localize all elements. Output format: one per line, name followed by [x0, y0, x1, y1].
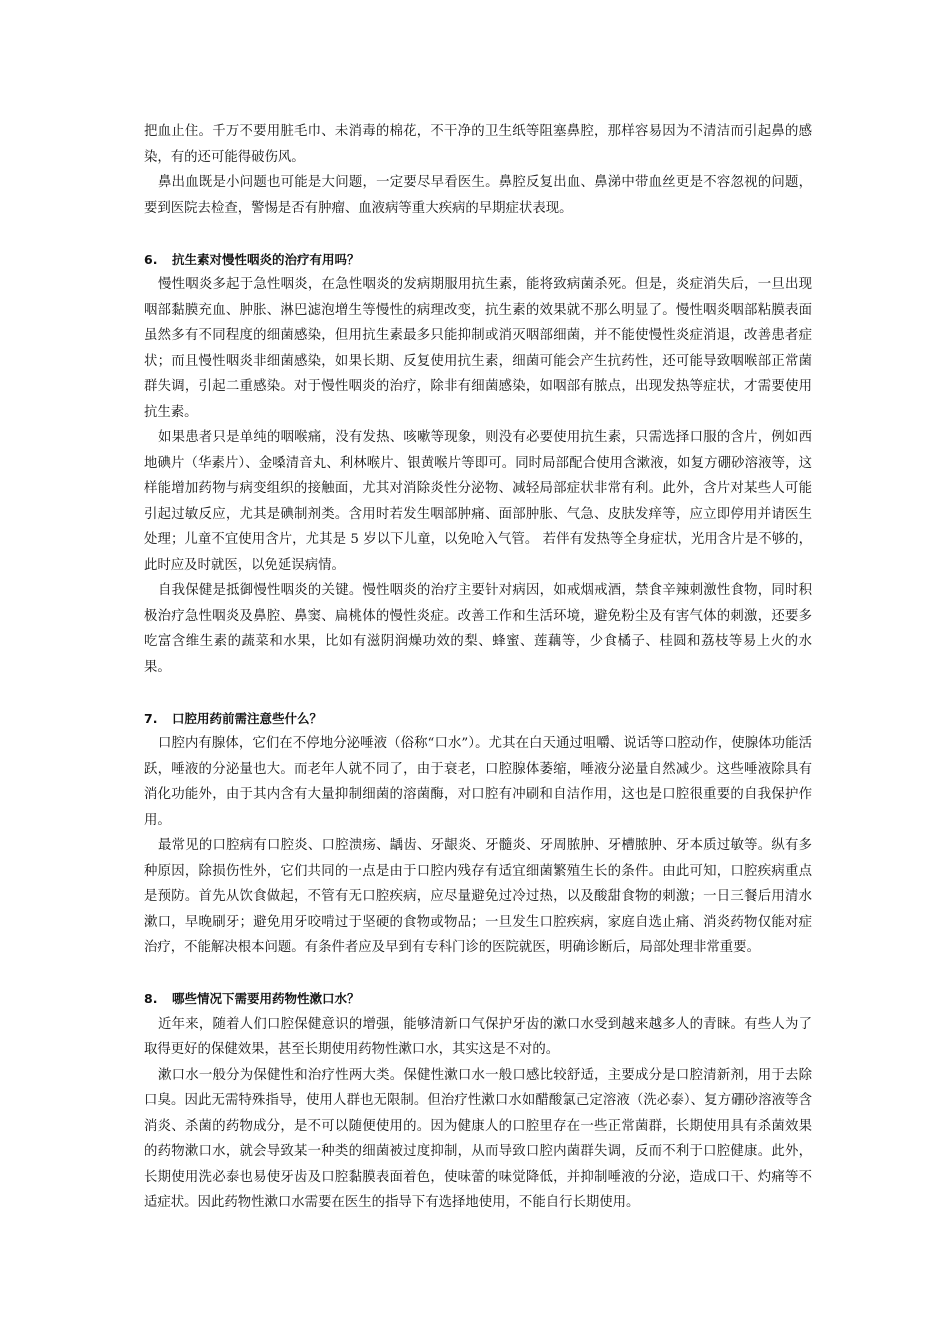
section-heading [144, 986, 812, 1012]
section-heading [144, 247, 812, 273]
section-title: 哪些情况下需要用药物性漱口水？ [172, 991, 360, 1006]
section-title: 口腔用药前需注意些什么？ [172, 710, 323, 726]
intro-paragraph-1: 把血止住。千万不要用脏毛巾、未消毒的棉花，不干净的卫生纸等阻塞鼻腔，那样容易因为不清洁而引起鼻的感染，有的还可能得破伤风。 [144, 124, 812, 165]
section-paragraph: 如果患者只是单纯的咽喉痛，没有发热、咳嗽等现象，则没有必要使用抗生素，只需选择口服的含片，例如西地碘片（华素片）、金嗓清音丸、利林喉片、银黄喉片等即可。同时局部配合使用含漱液，如复方硼砂溶液等，这样能增加药物与病变组织的接触面，尤其对消除炎性分泌物、减轻局部症状非常有利。此外，含片对某些人可能引起过敏反应，尤其是碘制剂类。含用时若发生咽部肿痛、面部肿胀、气急、皮肤发痒等，应立即停用并请医生处理；儿童不宜使用含片，尤其是 5 岁以下儿童，以免呛入气管。 若伴有发热等全身症状，光用含片是不够的，此时应及时就医，以免延误病情。 [144, 430, 812, 573]
intro-paragraph-2: 鼻出血既是小问题也可能是大问题，一定要尽早看医生。鼻腔反复出血、鼻涕中带血丝更是不容忽视的问题，要到医院去检查，警惕是否有肿瘤、血液病等重大疾病的早期症状表现。 [144, 175, 812, 216]
section-paragraph: 口腔内有腺体，它们在不停地分泌唾液（俗称“口水”）。尤其在白天通过咀嚼、说话等口腔动作，使腺体功能活跃，唾液的分泌量也大。而老年人就不同了，由于衰老，口腔腺体萎缩，唾液分泌量自然减少。这些唾液除具有消化功能外，由于其内含有大量抑制细菌的溶菌酶，对口腔有冲刷和自洁作用，这也是口腔很重要的自我保护作用。 [144, 736, 812, 828]
section-title: 抗生素对慢性咽炎的治疗有用吗？ [172, 251, 360, 267]
section-number: 7. [144, 710, 158, 726]
section-paragraph: 自我保健是抵御慢性咽炎的关键。慢性咽炎的治疗主要针对病因，如戒烟戒酒，禁食辛辣刺激性食物，同时积极治疗急性咽炎及鼻腔、鼻窦、扁桃体的慢性炎症。改善工作和生活环境，避免粉尘及有害气体的刺激，还要多吃富含维生素的蔬菜和水果，比如有滋阴润燥功效的梨、蜂蜜、莲藕等，少食橘子、桂圆和荔枝等易上火的水果。 [144, 583, 812, 675]
section-paragraph: 慢性咽炎多起于急性咽炎，在急性咽炎的发病期服用抗生素，能将致病菌杀死。但是，炎症消失后，一旦出现咽部黏膜充血、肿胀、淋巴滤泡增生等慢性的病理改变，抗生素的效果就不那么明显了。慢性咽炎咽部粘膜表面虽然多有不同程度的细菌感染，但用抗生素最多只能抑制或消灭咽部细菌，并不能使慢性炎症消退，改善患者症状；而且慢性咽炎非细菌感染，如果长期、反复使用抗生素，细菌可能会产生抗药性，还可能导致咽喉部正常菌群失调，引起二重感染。对于慢性咽炎的治疗，除非有细菌感染，如咽部有脓点，出现发热等症状，才需要使用抗生素。 [144, 277, 812, 420]
section-6 [144, 247, 812, 681]
section-paragraph: 近年来，随着人们口腔保健意识的增强，能够清新口气保护牙齿的漱口水受到越来越多人的青睐。有些人为了取得更好的保健效果，甚至长期使用药物性漱口水，其实这是不对的。 [144, 1016, 812, 1057]
section-number: 8. [144, 991, 158, 1006]
document-page [144, 119, 812, 1216]
section-8 [144, 986, 812, 1216]
section-heading [144, 706, 812, 732]
section-number: 6. [144, 251, 158, 267]
section-7 [144, 706, 812, 961]
section-paragraph: 最常见的口腔病有口腔炎、口腔溃疡、龋齿、牙龈炎、牙髓炎、牙周脓肿、牙槽脓肿、牙本质过敏等。纵有多种原因，除损伤性外，它们共同的一点是由于口腔内残存有适宜细菌繁殖生长的条件。由此可知，口腔疾病重点是预防。首先从饮食做起，不管有无口腔疾病，应尽量避免过冷过热，以及酸甜食物的刺激；一日三餐后用清水漱口，早晚刷牙；避免用牙咬啃过于坚硬的食物或物品；一旦发生口腔疾病，家庭自选止痛、消炎药物仅能对症治疗，不能解决根本问题。有条件者应及早到有专科门诊的医院就医，明确诊断后，局部处理非常重要。 [144, 838, 812, 955]
section-paragraph: 漱口水一般分为保健性和治疗性两大类。保健性漱口水一般口感比较舒适，主要成分是口腔清新剂，用于去除口臭。因此无需特殊指导，使用人群也无限制。但治疗性漱口水如醋酸氯己定溶液（洗必泰）、复方硼砂溶液等含消炎、杀菌的药物成分，是不可以随便使用的。因为健康人的口腔里存在一些正常菌群，长期使用具有杀菌效果的药物漱口水，就会导致某一种类的细菌被过度抑制，从而导致口腔内菌群失调，反而不利于口腔健康。此外，长期使用洗必泰也易使牙齿及口腔黏膜表面着色，使味蕾的味觉降低，并抑制唾液的分泌，造成口干、灼痛等不适症状。因此药物性漱口水需要在医生的指导下有选择地使用，不能自行长期使用。 [144, 1067, 812, 1210]
